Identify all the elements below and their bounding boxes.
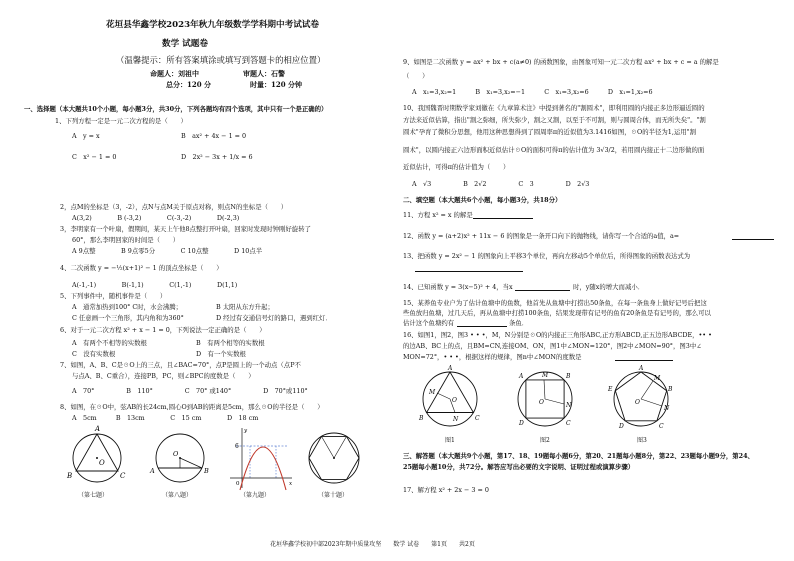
q15-line-3: 估计这个鱼塘约有 xyxy=(403,319,455,327)
q15-line-3-end: 条鱼． xyxy=(509,319,529,327)
caption-g3: 图3 xyxy=(637,437,647,444)
q16-line-2: 的边AB、BC上的点，且BM=CN,连接OM、ON，图1中∠MON=120°，图2中∠MON=90°，图3中∠ xyxy=(403,342,702,350)
q5-option-a: A 通常加热到100° C时，水会沸腾； xyxy=(72,303,183,311)
q10-line-5: 近似估计，可得π的估计值为（ ） xyxy=(403,163,510,171)
label-o: O xyxy=(452,397,457,404)
label-six: 6 xyxy=(235,443,239,450)
q2-stem: 2，点M的坐标是（3，-2），点N与点M关于原点对称，则点N的坐标是（ ） xyxy=(60,203,288,211)
caption-fig7: （第七题） xyxy=(78,492,109,499)
q13-answer-blank[interactable] xyxy=(415,264,523,272)
q6-option-d: D 有一个实数根 xyxy=(196,350,246,358)
section-1-header: 一、选择题（本大题共10个小题，每小题3分，共30分，下列各题均有四个选项，其中只有一个是正确的） xyxy=(24,105,328,113)
time-limit: 时量：120 分钟 xyxy=(250,80,303,89)
label-o: O xyxy=(173,450,179,458)
q15-line-1: 15、某养鱼专业户为了估计鱼塘中的鱼数，他首先从鱼塘中打捞出50条鱼，在每一条鱼身上做好记号后把这 xyxy=(403,299,707,307)
label-a: A xyxy=(639,365,644,372)
q1-option-d: D 2x² − 3x + 1/x = 6 xyxy=(181,153,253,161)
label-c: C xyxy=(120,472,126,480)
label-m: M xyxy=(542,372,549,379)
figure-10-diagram xyxy=(303,428,365,490)
q5-option-c: C 任意画一个三角形，其内角和为360° xyxy=(72,314,184,322)
q6-option-c: C 没有实数根 xyxy=(72,350,116,358)
q9-stem: 9、如图是二次函数 y = ax² + bx + c(a≠0) 的函数图象，由图象可知一元二次方程 ax² + bx + c = a 的解是 xyxy=(403,58,719,66)
figure-16-1-diagram xyxy=(415,364,485,434)
label-o: O xyxy=(635,399,640,406)
q13-stem: 13、把函数 y = 2x² − 1 的图象向上平移3个单位，再向左移动5个单位后，所得图象的函数表达式为 xyxy=(403,252,691,260)
label-origin: 0 xyxy=(236,481,240,487)
q6-stem: 6、对于一元二次方程 x² + x − 1 = 0，下列说法一定正确的是（ ） xyxy=(60,326,266,334)
figure-16-3-diagram xyxy=(605,364,677,434)
figure-7-diagram xyxy=(66,425,128,490)
right-page xyxy=(397,0,794,561)
caption-fig10: （第十题） xyxy=(318,492,349,499)
label-n: N xyxy=(566,402,572,409)
q9-paren: （ ） xyxy=(403,72,429,80)
q4-stem: 4、二次函数 y = −½(x+1)² − 1 的顶点坐标是（ ） xyxy=(60,264,223,272)
q11-stem: 11、方程 x² = x 的解是 xyxy=(403,211,473,219)
caption-fig8: （第八题） xyxy=(162,492,193,499)
q7-options: A 70° B 110° C 70° 或140° D 70°或110° xyxy=(72,387,308,395)
caption-fig9: （第九题） xyxy=(240,492,271,499)
q1-option-b: B ax² + 4x − 1 = 0 xyxy=(181,132,247,140)
q3-stem-cont: 60°，那么李明回家的时间是（ ） xyxy=(72,236,180,244)
exam-subtitle: 数学 试题卷 xyxy=(162,39,208,49)
label-c: C xyxy=(566,420,571,427)
figure-9-graph xyxy=(226,426,294,490)
label-e: E xyxy=(608,386,613,393)
reviewer: 审题人：石警 xyxy=(243,69,285,78)
q1-stem: 1、下列方程一定是一元二次方程的是（ ） xyxy=(55,117,187,125)
label-n: N xyxy=(664,405,670,412)
page-footer: 花垣华鑫学校初中部2023年期中质量攻坚 数学 试卷 第1页 共2页 xyxy=(270,541,475,548)
q1-option-c: C x² − 1 = 0 xyxy=(72,153,117,161)
notice: （温馨提示：所有答案填涂或填写到答题卡的相应位置） xyxy=(116,55,326,65)
label-y: y xyxy=(244,428,248,434)
q10-line-4: 圆术"，以圆内接正六边形面积近似估计☉O的面积可得π的估计值为 3√3/2，若用圆内接正十二边形做的面 xyxy=(403,146,705,154)
q10-line-2: 方法来近似估算，指出"割之弥细，所失弥少，割之又割，以至于不可割，则与圆周合体，而无所失矣"。"割 xyxy=(403,116,706,124)
figure-8-diagram xyxy=(149,428,211,490)
label-x: x xyxy=(289,481,293,487)
q16-line-1: 16、如图1，图2，图3 • • •，M，N分别是☉O的内接正三角形ABC,正方形ABCD,正五边形ABCDE，•• • xyxy=(403,331,712,339)
q12-stem: 12、函数 y = (a+2)x² + 11x − 6 的图象是一条开口向下的抛物线，请你写一个合适的a值，a= xyxy=(403,232,680,240)
label-b: B xyxy=(419,415,424,422)
q14-answer-blank[interactable] xyxy=(515,283,570,291)
q1-option-a: A y = x xyxy=(72,132,100,140)
label-b: B xyxy=(204,467,209,475)
caption-g2: 图2 xyxy=(540,437,550,444)
label-a: A xyxy=(95,425,101,433)
q5-option-b: B 太阳从东方升起； xyxy=(216,303,274,311)
label-d: D xyxy=(519,420,524,427)
label-a: A xyxy=(150,467,155,475)
q7-stem-cont: 与点A、B、C重合），连接PB，PC，则∠BPC的度数是（ ） xyxy=(72,372,255,380)
q16-answer-blank[interactable] xyxy=(615,353,673,361)
q5-option-d: D 经过有交通信号灯的路口，遇到红灯． xyxy=(216,314,332,322)
section-3-header-cont: 25题每小题10分，共72分。解答应写出必要的文字说明、证明过程或演算步骤） xyxy=(403,463,635,471)
q4-options: A(-1,-1) B(-1,1) C(1,-1) D(1,1) xyxy=(72,281,238,289)
caption-g1: 图1 xyxy=(445,437,455,444)
label-b: B xyxy=(668,386,673,393)
q14-stem: 14、已知函数 y = 3(x−5)² + 4，当x xyxy=(403,283,513,291)
label-a: A xyxy=(519,373,524,380)
q10-line-1: 10、我国魏晋时期数学家刘徽在《九章算术注》中提到著名的"割圆术"，即利用圆的内接正多边形逼近圆的 xyxy=(403,104,705,112)
q12-answer-blank[interactable] xyxy=(732,232,774,240)
q14-stem-end: 时，y随x的增大而减小． xyxy=(573,283,645,291)
setter: 命题人：刘祖中 xyxy=(150,69,199,78)
q10-line-3: 圆术"孕育了微积分思想，他用这种思想得到了圆周率π的近似值为3.1416如图，☉O的半径为1,运用"割 xyxy=(403,128,697,136)
q8-options: A 5cm B 13cm C 15 cm D 18 cm xyxy=(72,414,259,422)
q6-option-b: B 有两个相等的实数根 xyxy=(196,339,265,347)
q17-stem: 17、解方程 x² + 2x − 3 = 0 xyxy=(403,486,489,494)
q10-options: A √3 B 2√2 C 3 D 2√3 xyxy=(412,180,590,188)
label-b: B xyxy=(67,472,73,480)
q5-stem: 5、下列事件中，随机事件是（ ） xyxy=(60,292,167,300)
label-d: D xyxy=(619,423,624,430)
q15-line-2: 些鱼放归鱼塘，过几天后，再从鱼塘中打捞100条鱼，结果发现带有记号的鱼有20条鱼是有记号的，那么可以 xyxy=(403,309,711,317)
label-m: M xyxy=(429,389,436,396)
label-o: O xyxy=(99,459,105,467)
section-3-header: 三、解答题（本大题共9个小题，第17、18、19题每小题6分，第20、21题每小题8分，第22、23题每小题9分，第24、 xyxy=(403,452,754,460)
exam-title: 花垣县华鑫学校2023年秋九年级数学学科期中考试试卷 xyxy=(106,20,319,30)
q15-answer-blank[interactable] xyxy=(457,319,507,327)
label-c: C xyxy=(475,415,480,422)
q3-options: A 9点整 B 9点零5分 C 10点整 D 10点半 xyxy=(72,247,263,255)
label-b: B xyxy=(566,373,571,380)
section-2-header: 二、填空题（本大题共6个小题，每小题3分，共18分） xyxy=(403,196,562,204)
q2-options: A(3,2) B (-3,2) C(-3,-2) D(-2,3) xyxy=(72,214,240,222)
figure-16-2-diagram xyxy=(510,364,580,434)
label-o: O xyxy=(539,399,544,406)
q9-options: A x₁=3,x₂=1 B x₁=3,x₂=−1 C x₁=3,x₂=6 D x₁=1,x₂=6 xyxy=(412,88,653,96)
q8-stem: 8、如图，在☉O中，弦AB的长24cm,圆心O到AB的距离是5cm，那么☉O的半径是（ ） xyxy=(60,403,324,411)
q16-line-3: MON=72°，• • •，根据这样的规律，图n中∠MON的度数是 xyxy=(403,353,582,361)
label-n: N xyxy=(453,416,459,423)
q6-option-a: A 有两个不相等的实数根 xyxy=(72,339,147,347)
total-score: 总分：120 分 xyxy=(166,80,212,89)
label-m: M xyxy=(654,375,661,382)
label-c: C xyxy=(659,423,664,430)
label-a: A xyxy=(448,365,453,372)
q11-answer-blank[interactable] xyxy=(473,211,533,219)
q3-stem: 3，李明家有一个叶扇，假期间，某天上午他8点整打开叶扇，回家时发现时钟刚好旋转了 xyxy=(60,225,311,233)
q7-stem: 7、如图，A、B、C是☉O上的三点，且∠BAC=70°，点P是圆上的一个动点（点P不 xyxy=(60,361,301,369)
